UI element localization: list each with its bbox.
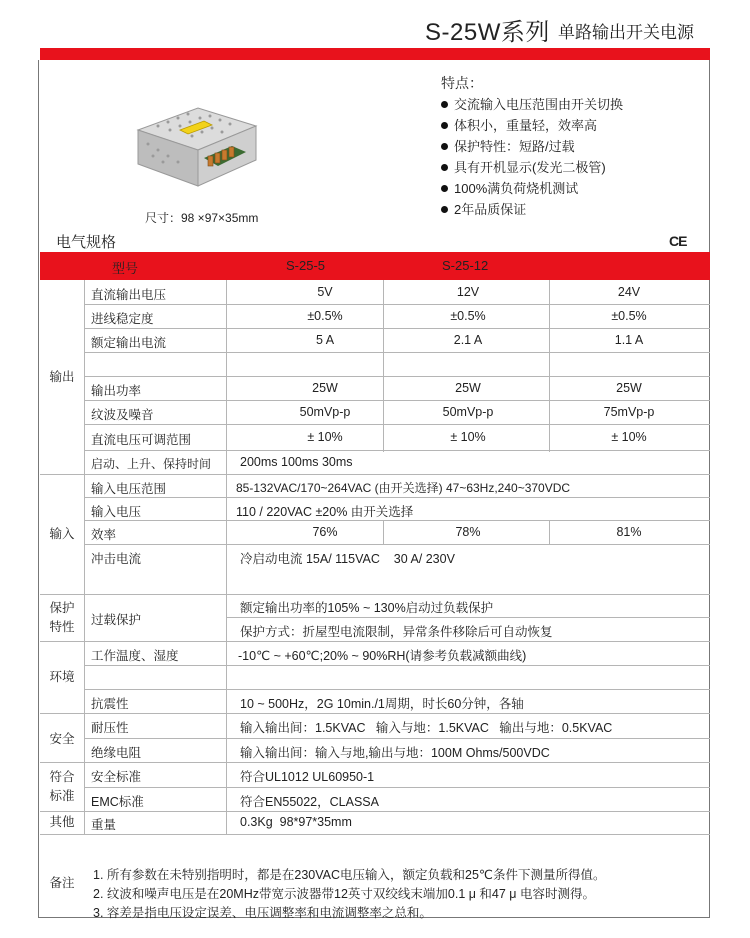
row-value: 50mVp-p: [442, 405, 494, 419]
grid-line: [84, 400, 710, 401]
grid-line: [383, 280, 384, 452]
grid-line: [84, 665, 710, 666]
category-output: 输出: [49, 370, 75, 384]
row-value: ± 10%: [307, 430, 343, 444]
bullet-icon: [441, 206, 448, 213]
row-value: 5V: [317, 285, 333, 299]
grid-line: [84, 304, 710, 305]
grid-line: [84, 520, 710, 521]
bullet-icon: [441, 164, 448, 171]
grid-line: [40, 594, 710, 595]
feature-item: 具有开机显示(发光二极管): [441, 157, 606, 176]
product-subtitle: 单路输出开关电源: [558, 23, 694, 42]
row-label: 直流电压可调范围: [91, 433, 192, 447]
features-title: 特点：: [441, 75, 483, 91]
row-value: 81%: [616, 525, 642, 539]
row-value: 25W: [616, 381, 642, 395]
row-label: EMC标准: [91, 795, 144, 809]
grid-line: [40, 641, 710, 642]
row-label: 绝缘电阻: [91, 746, 142, 760]
ce-mark-icon: CE: [669, 233, 687, 249]
row-value: 200ms 100ms 30ms: [240, 455, 353, 469]
grid-line: [226, 617, 710, 618]
row-value: 冷启动电流 15A/ 115VAC 30 A/ 230V: [240, 552, 455, 566]
section-title: 电气规格: [56, 234, 117, 251]
row-value: ±0.5%: [307, 309, 343, 323]
row-label: 直流输出电压: [91, 288, 167, 302]
row-value: 110 / 220VAC ±20% 由开关选择: [236, 505, 414, 519]
row-label: 工作温度、湿度: [91, 649, 179, 663]
bullet-icon: [441, 122, 448, 129]
row-value: 输入输出间：输入与地,输出与地：100M Ohms/500VDC: [240, 746, 550, 760]
row-value: ± 10%: [450, 430, 486, 444]
grid-line: [84, 787, 710, 788]
grid-line: [84, 424, 710, 425]
note-line: 2. 纹波和噪声电压是在20MHz带宽示波器带12英寸双绞线末端加0.1 μ 和47 μ 电容时测得。: [93, 887, 595, 901]
model-header-row: [40, 252, 710, 280]
grid-line: [226, 474, 227, 834]
grid-line: [84, 328, 710, 329]
grid-line: [226, 280, 227, 474]
bullet-icon: [441, 185, 448, 192]
row-value: 符合EN55022，CLASSA: [240, 795, 379, 809]
feature-item: 体积小，重量轻，效率高: [441, 115, 597, 134]
row-value: 0.3Kg 98*97*35mm: [240, 815, 352, 829]
category-protection: 保护 特性: [49, 601, 75, 634]
category-environment: 环境: [49, 670, 75, 684]
category-safety: 安全: [49, 732, 75, 746]
row-label: 纹波及噪音: [91, 408, 154, 422]
row-value: 2.1 A: [453, 333, 483, 347]
row-label: 重量: [91, 818, 117, 832]
model-label: 型号: [112, 261, 139, 276]
bullet-icon: [441, 143, 448, 150]
model-name: S-25-5: [286, 258, 326, 273]
note-line: 1. 所有参数在未特别指明时，都是在230VAC电压输入，额定负载和25℃条件下测量所得值。: [93, 868, 606, 882]
row-value: 85-132VAC/170~264VAC (由开关选择) 47~63Hz,240~370VDC: [236, 481, 571, 495]
row-label: 启动、上升、保持时间: [91, 457, 212, 471]
row-value: 符合UL1012 UL60950-1: [240, 770, 375, 784]
row-label: 输入电压: [91, 505, 142, 519]
row-value: -10℃ ~ +60℃;20% ~ 90%RH(请参考负载减额曲线): [238, 649, 527, 663]
header-red-bar: [40, 48, 710, 60]
note-line: 3. 容差是指电压设定误差、电压调整率和电流调整率之总和。: [93, 906, 432, 920]
feature-item: 保护特性：短路/过载: [441, 136, 575, 155]
row-label: 额定输出电流: [91, 336, 167, 350]
row-label: 抗震性: [91, 697, 129, 711]
row-label: 效率: [91, 528, 117, 542]
category-other: 其他: [49, 815, 75, 829]
row-value: 1.1 A: [614, 333, 644, 347]
grid-line: [84, 352, 710, 353]
grid-line: [84, 738, 710, 739]
row-label: 输出功率: [91, 384, 142, 398]
row-value: ± 10%: [611, 430, 647, 444]
row-value: ±0.5%: [611, 309, 647, 323]
grid-line: [40, 713, 710, 714]
model-name: S-25-12: [442, 258, 489, 273]
row-value: 保护方式：折屋型电流限制，异常条件移除后可自动恢复: [240, 625, 553, 639]
row-label: 进线稳定度: [91, 312, 154, 326]
grid-line: [84, 689, 710, 690]
row-value: 10 ~ 500Hz，2G 10min./1周期，时长60分钟，各轴: [240, 697, 524, 711]
row-value: 24V: [617, 285, 641, 299]
row-value: 78%: [455, 525, 481, 539]
power-supply-photo: [128, 100, 260, 188]
row-label: 输入电压范围: [91, 482, 167, 496]
feature-item: 100%满负荷烧机测试: [441, 178, 578, 197]
row-value: 输入输出间：1.5KVAC 输入与地：1.5KVAC 输出与地：0.5KVAC: [240, 721, 613, 735]
row-value: 5 A: [315, 333, 335, 347]
grid-line: [40, 474, 710, 475]
series-title: S-25W系列: [425, 19, 550, 46]
category-notes: 备注: [49, 876, 75, 890]
row-value: 25W: [455, 381, 481, 395]
row-label: 冲击电流: [91, 552, 142, 566]
grid-line: [40, 834, 710, 835]
row-value: 12V: [456, 285, 480, 299]
grid-line: [84, 497, 710, 498]
grid-line: [40, 762, 710, 763]
row-value: ±0.5%: [450, 309, 486, 323]
row-value: 50mVp-p: [299, 405, 351, 419]
row-value: 25W: [312, 381, 338, 395]
bullet-icon: [441, 101, 448, 108]
grid-line: [84, 450, 710, 451]
row-label: 安全标准: [91, 770, 142, 784]
feature-item: 交流输入电压范围由开关切换: [441, 94, 623, 113]
grid-line: [40, 811, 710, 812]
dimensions-label: 尺寸：98 ×97×35mm: [145, 211, 259, 225]
category-compliance: 符合 标准: [49, 770, 75, 803]
grid-line: [84, 280, 85, 834]
row-value: 76%: [312, 525, 338, 539]
row-label: 耐压性: [91, 721, 129, 735]
grid-line: [84, 376, 710, 377]
grid-line: [84, 544, 710, 545]
category-input: 输入: [49, 527, 75, 541]
row-value: 额定输出功率的105% ~ 130%启动过负载保护: [240, 601, 494, 615]
feature-item: 2年品质保证: [441, 199, 526, 218]
row-label: 过载保护: [91, 613, 142, 627]
grid-line: [549, 280, 550, 452]
row-value: 75mVp-p: [603, 405, 655, 419]
